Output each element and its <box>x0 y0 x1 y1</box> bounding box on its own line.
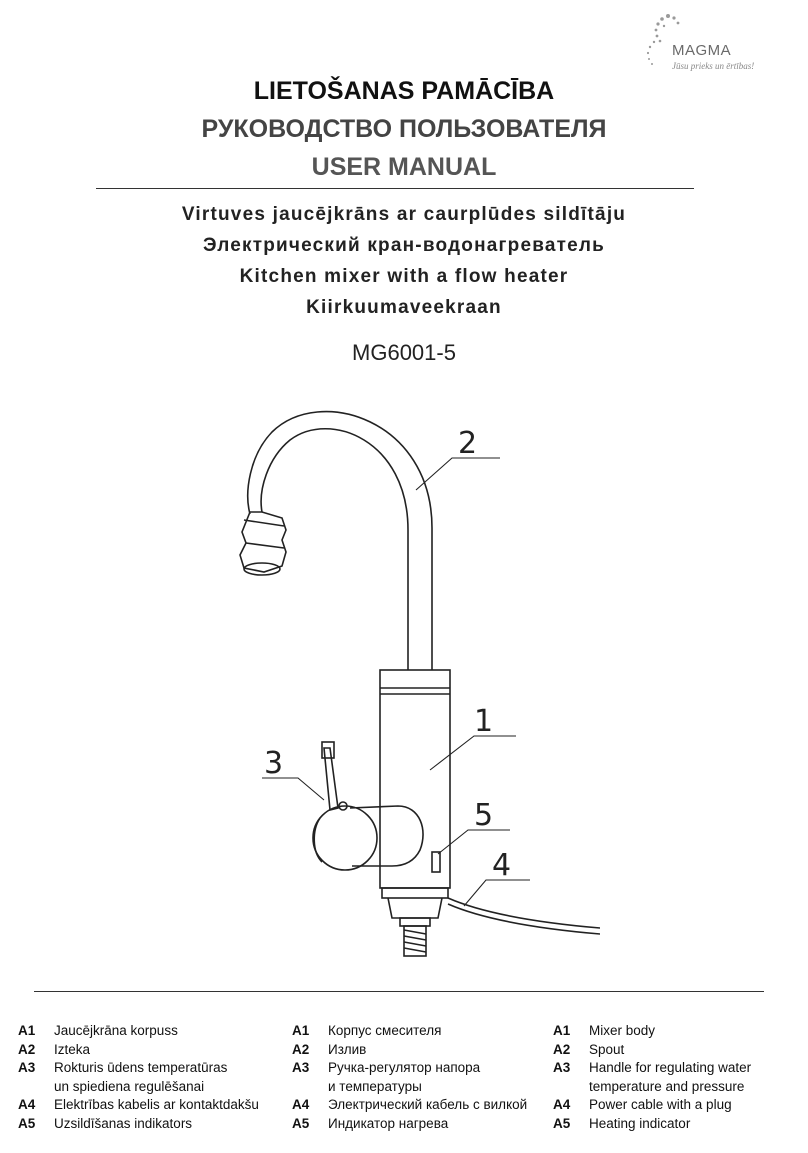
legend-item: A5 Индикатор нагрева <box>292 1115 449 1131</box>
subtitle-block <box>0 199 808 323</box>
legend-item: A1 Корпус смесителя <box>292 1023 442 1038</box>
subtitle-en: Kitchen mixer with a flow heater <box>239 266 569 287</box>
legend-item: A2 Spout <box>553 1041 625 1057</box>
legend-lv <box>18 1022 259 1133</box>
legend-item: A4 Power cable with a plug <box>553 1097 732 1112</box>
subtitle-et: Kiirkuumaveekraan <box>306 297 502 318</box>
legend-item: A4 Elektrības kabelis ar kontaktdakšu <box>18 1097 259 1112</box>
title-en: USER MANUAL <box>311 153 497 181</box>
brand-slogan: Jūsu prieks un ērtības! <box>672 61 755 71</box>
subtitle-ru: Электрический кран-водонагреватель <box>202 235 606 256</box>
legend-item: A2 Излив <box>292 1041 367 1057</box>
legend-item-continued: un spiediena regulēšanai <box>54 1078 205 1094</box>
faucet-diagram <box>200 400 600 970</box>
divider-bottom <box>34 991 764 992</box>
label-2: 2 <box>458 426 478 461</box>
legend-item: A1 Mixer body <box>553 1023 656 1038</box>
legend-item: A3 Rokturis ūdens temperatūras <box>18 1060 228 1075</box>
model-number: MG6001-5 <box>352 340 456 365</box>
label-4: 4 <box>492 848 512 883</box>
legend-item: A4 Электрический кабель с вилкой <box>292 1097 528 1112</box>
label-3: 3 <box>264 746 284 781</box>
legend-item: A5 Heating indicator <box>553 1115 691 1131</box>
legend-item: A2 Izteka <box>18 1041 91 1057</box>
legend-item: A3 Handle for regulating water <box>553 1060 752 1075</box>
legend-item: A5 Uzsildīšanas indikators <box>18 1115 193 1131</box>
divider-top <box>96 188 694 189</box>
legend-ru <box>292 1022 527 1133</box>
label-5: 5 <box>474 798 494 833</box>
legend-item-continued: temperature and pressure <box>589 1078 745 1094</box>
title-block <box>0 72 808 186</box>
subtitle-lv: Virtuves jaucējkrāns ar caurplūdes sildītāju <box>181 204 627 225</box>
label-1: 1 <box>474 704 494 739</box>
legend-en <box>553 1022 751 1133</box>
legend-item: A3 Ручка-регулятор напора <box>292 1060 481 1075</box>
legend-item: A1 Jaucējkrāna korpuss <box>18 1023 178 1038</box>
legend-item-continued: и температуры <box>328 1078 422 1094</box>
brand-name: MAGMA <box>672 42 732 59</box>
title-ru: РУКОВОДСТВО ПОЛЬЗОВАТЕЛЯ <box>201 115 607 143</box>
title-lv: LIETOŠANAS PAMĀCĪBA <box>253 77 555 105</box>
